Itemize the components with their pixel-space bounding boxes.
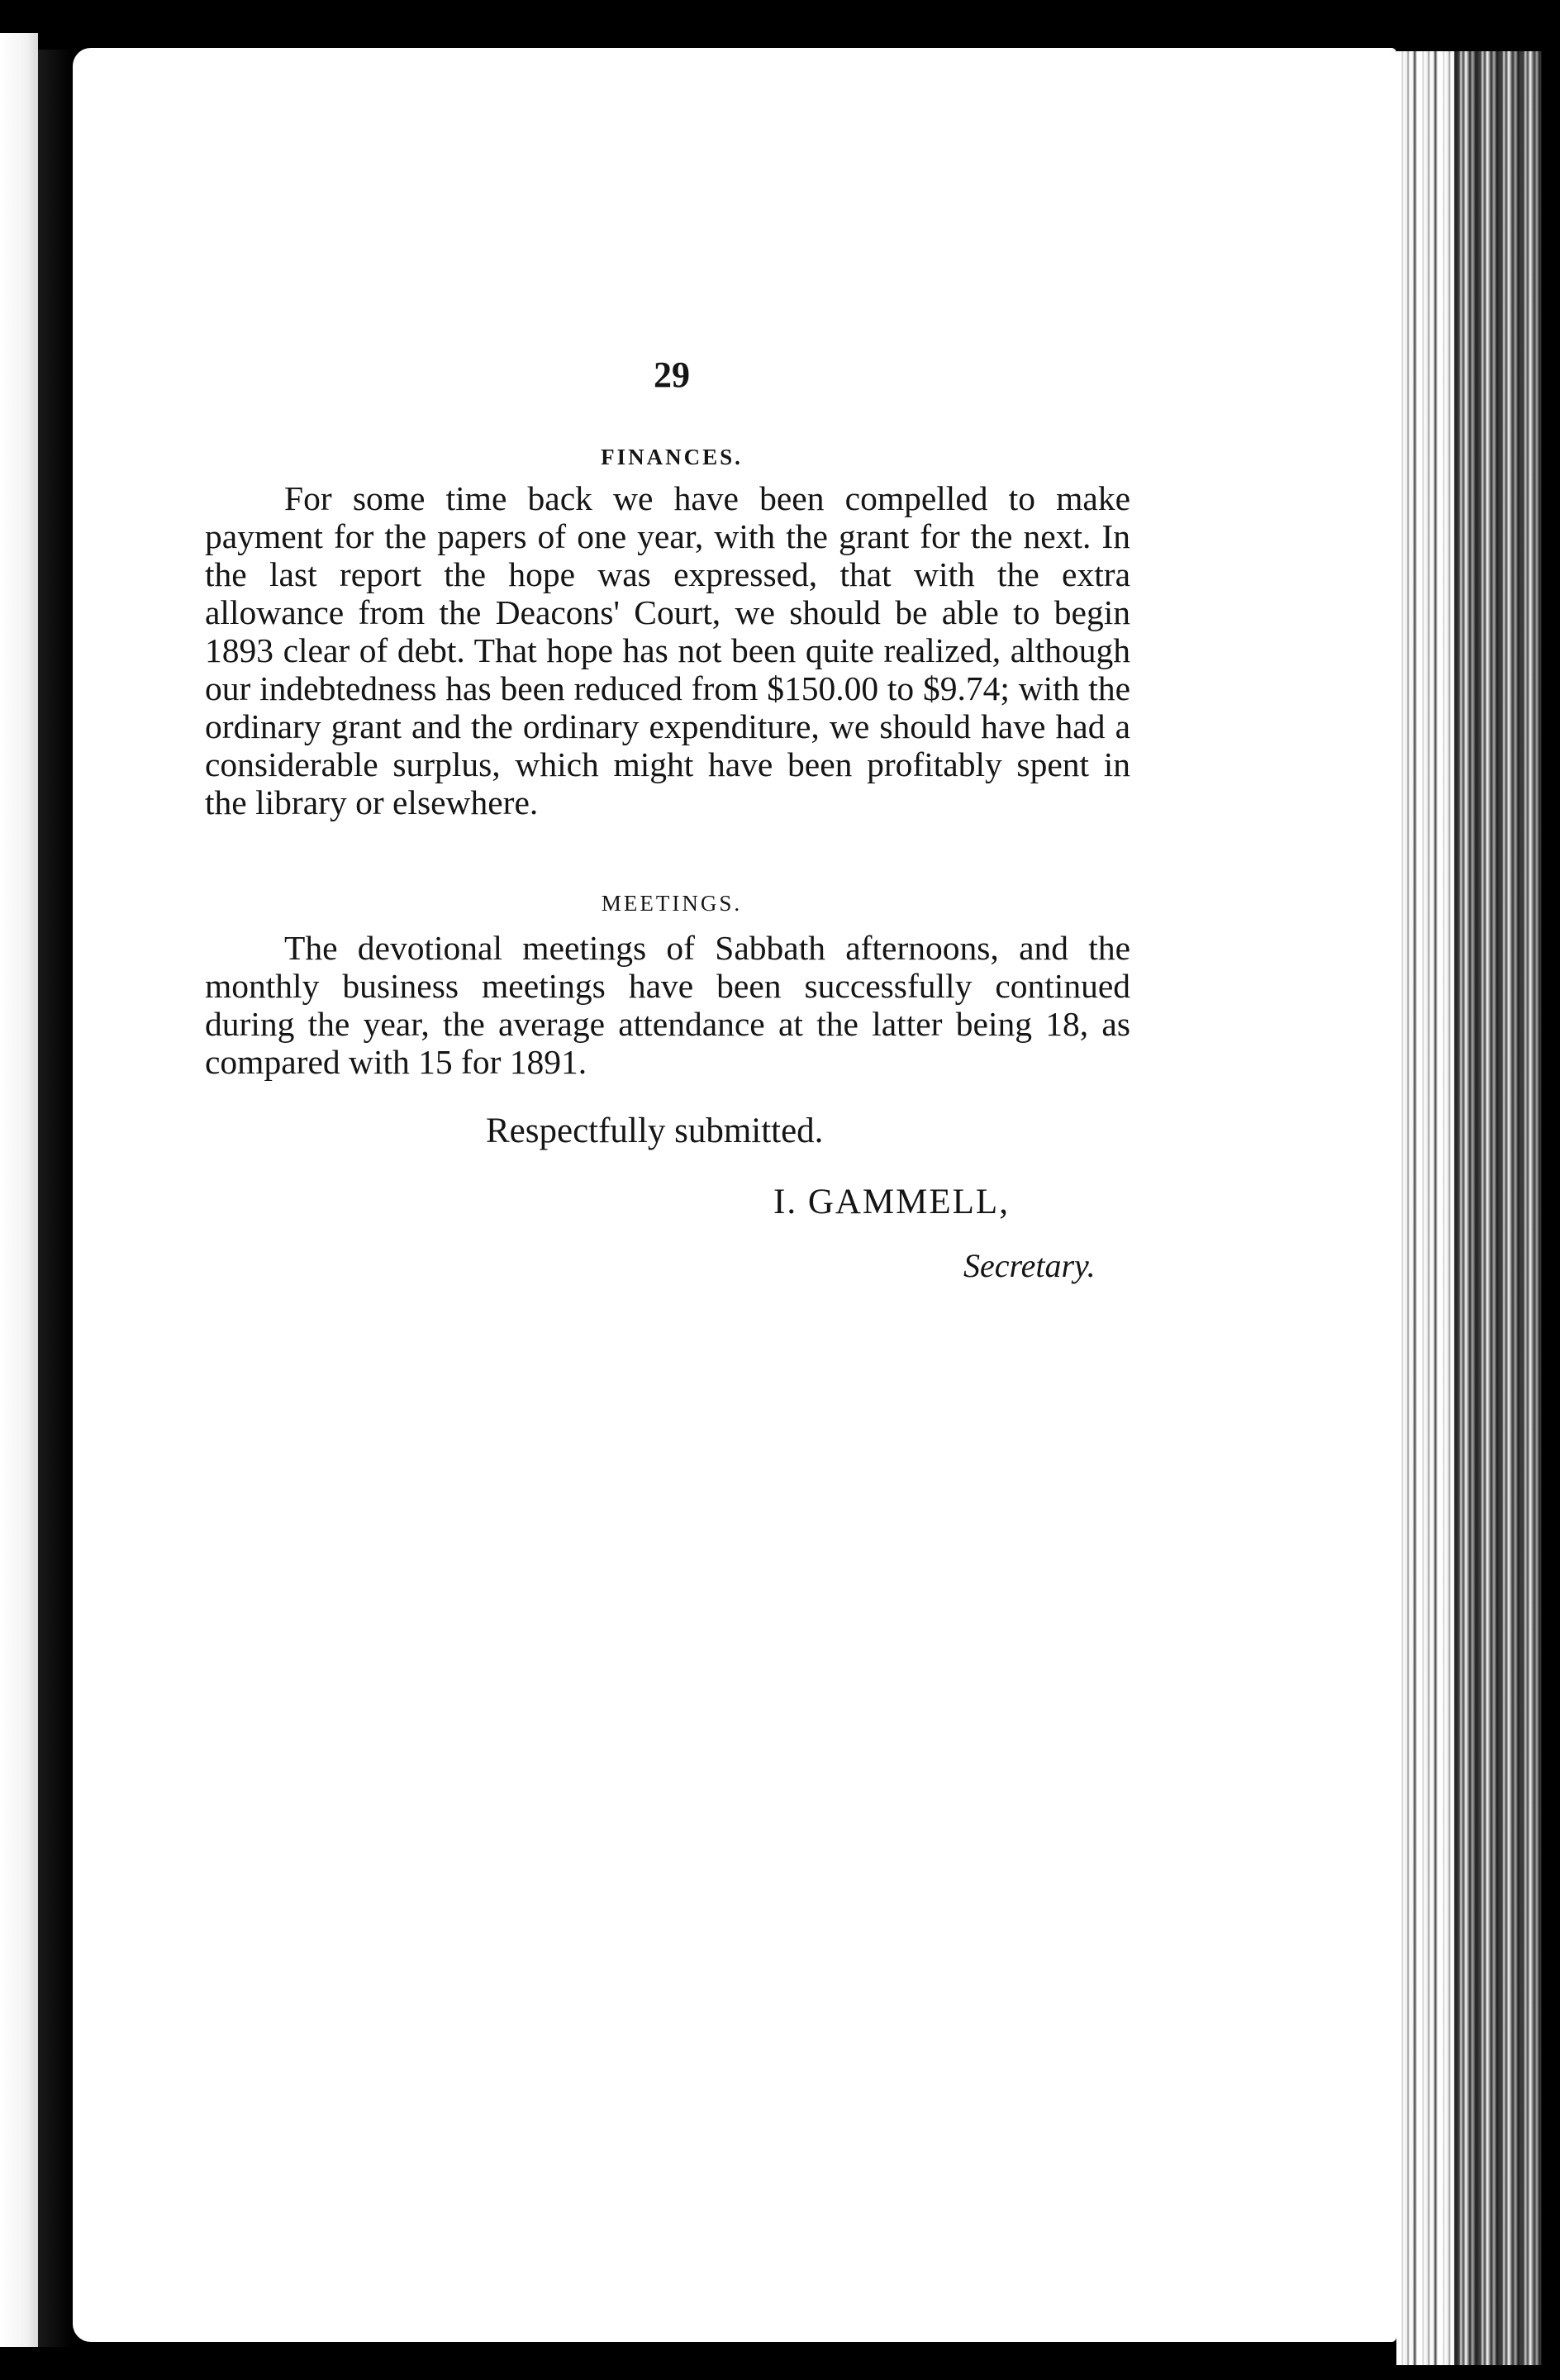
signature-title: Secretary.: [963, 1247, 1096, 1284]
book-fore-edge-shadow: [1454, 51, 1542, 2365]
section-heading-meetings: MEETINGS.: [601, 891, 743, 916]
previous-page-edge: [0, 33, 38, 2347]
signature-name: I. GAMMELL,: [773, 1183, 1010, 1221]
paragraph-meetings: The devotional meetings of Sabbath afternoons, and the monthly business meetings have been successfully continued during the year, the average attendance at the latter being 18, as compared with 15 for 1891.: [205, 929, 1130, 1081]
closing-line: Respectfully submitted.: [486, 1111, 824, 1150]
page-number: 29: [654, 355, 690, 395]
gutter-shadow: [38, 50, 73, 2347]
page: [73, 48, 1396, 2342]
paragraph-finances: For some time back we have been compelled to make payment for the papers of one year, with the grant for the next. In the last report the hope was expressed, that with the extra allowance from the Deacons' Court, we should be able to begin 1893 clear of debt. That hope has not been quite realized, although our indebtedness has been reduced from $150.00 to $9.74; with the ordinary grant and the ordinary expenditure, we should have had a considerable surplus, which might have been profitably spent in the library or elsewhere.: [205, 479, 1130, 821]
section-heading-finances: FINANCES.: [601, 445, 743, 469]
